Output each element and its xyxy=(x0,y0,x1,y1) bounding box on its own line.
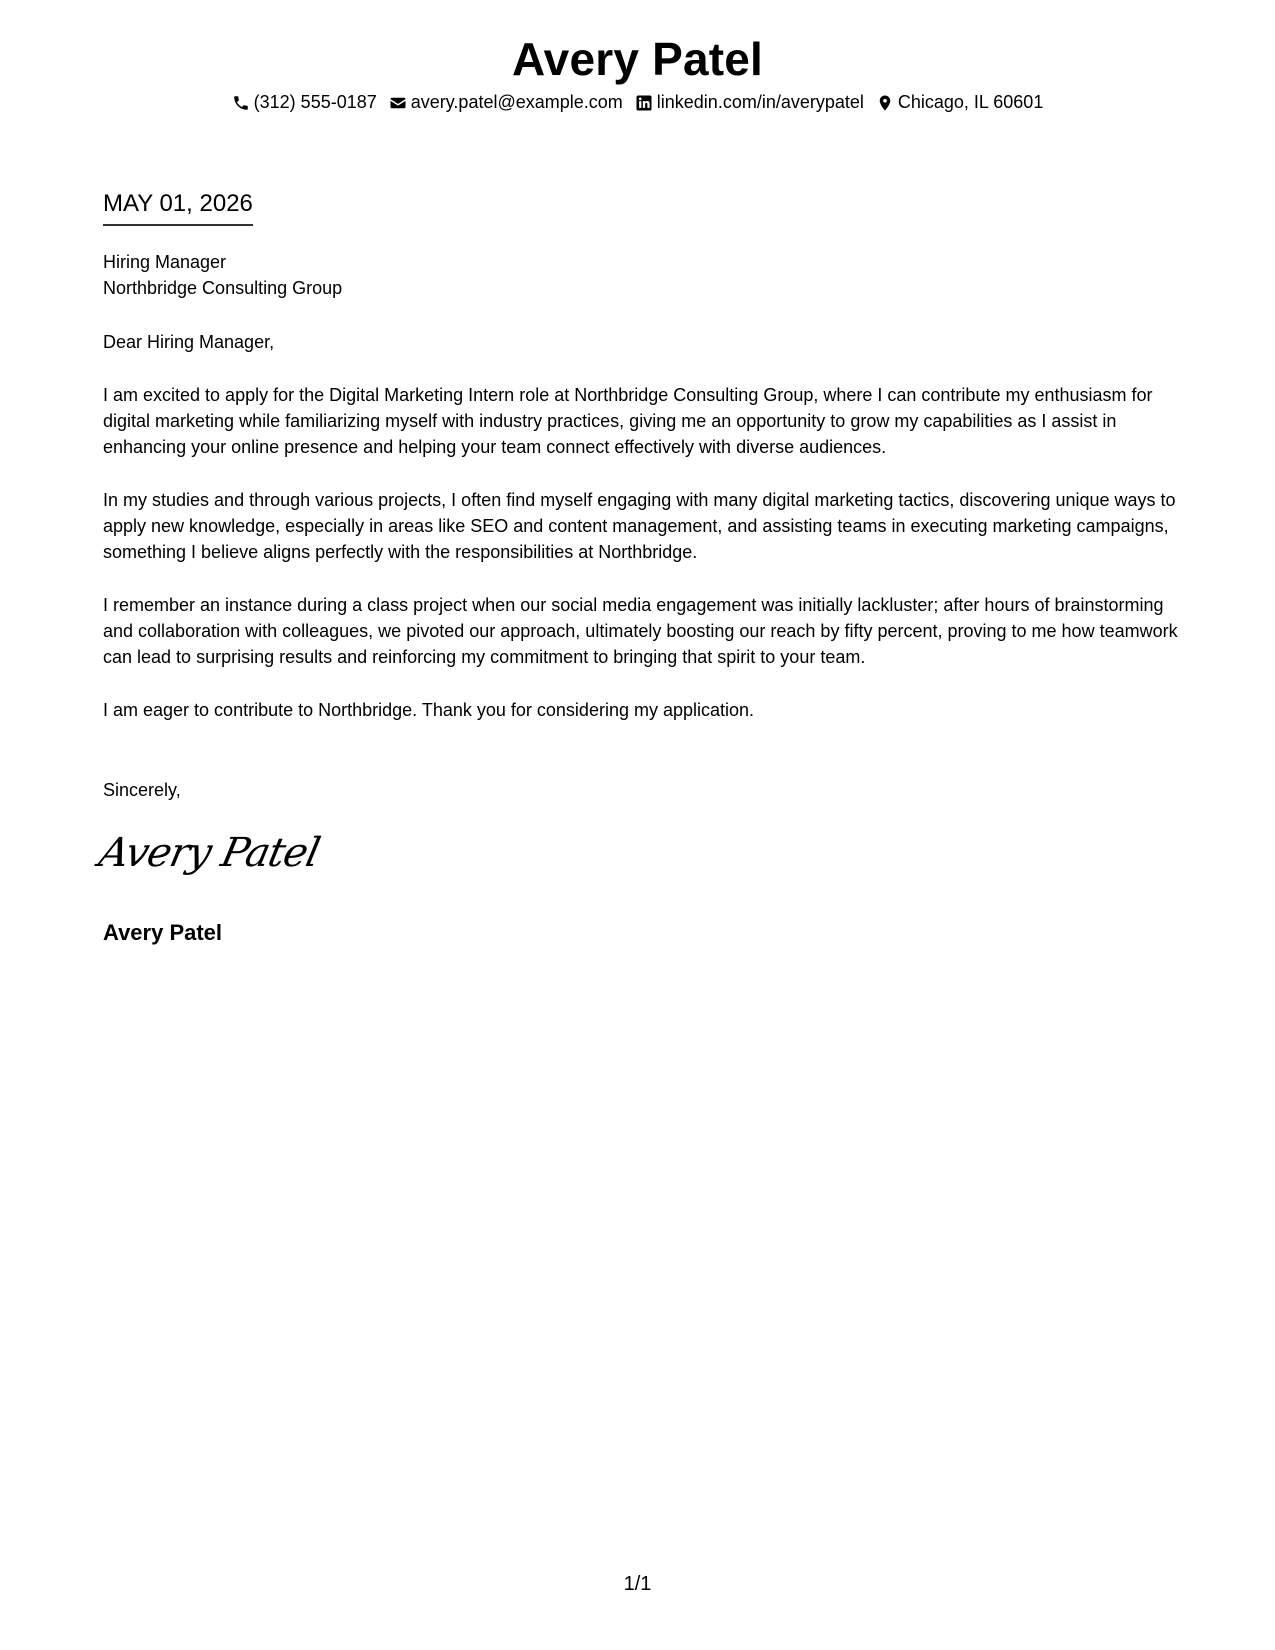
closing: Sincerely, xyxy=(103,780,181,800)
linkedin-text: linkedin.com/in/averypatel xyxy=(656,92,864,112)
applicant-name: Avery Patel xyxy=(511,33,764,85)
handwritten-signature: Avery Patel xyxy=(95,830,324,876)
salutation: Dear Hiring Manager, xyxy=(103,332,275,352)
phone-text: (312) 555-0187 xyxy=(253,92,377,112)
envelope-icon xyxy=(389,94,411,112)
contact-email xyxy=(389,92,623,113)
body-paragraph: I am eager to contribute to Northbridge. Thank you for considering my application. xyxy=(103,700,755,720)
contact-location xyxy=(876,92,1043,113)
phone-icon xyxy=(232,94,254,112)
recipient-block xyxy=(103,249,1183,301)
contact-linkedin xyxy=(635,92,864,113)
signer-name: Avery Patel xyxy=(103,920,223,945)
recipient-company: Northbridge Consulting Group xyxy=(103,278,343,298)
page-number: 1/1 xyxy=(623,1573,652,1595)
contact-info xyxy=(0,92,1275,113)
email-text: avery.patel@example.com xyxy=(410,92,623,112)
body-paragraph: I am excited to apply for the Digital Marketing Intern role at Northbridge Consulting Group, where I can contribute my enthusiasm for digital marketing while familiarizing myself with industry practices, giving me an opportunity to grow my capabilities as I assist in enhancing your online presence and helping your team connect effectively with diverse audiences. xyxy=(103,385,1153,457)
body-paragraph: In my studies and through various projects, I often find myself engaging with many digital marketing tactics, discovering unique ways to apply new knowledge, especially in areas like SEO and content management, and assisting teams in executing marketing campaigns, something I believe aligns perfectly with the responsibilities at Northbridge. xyxy=(103,490,1176,562)
contact-phone xyxy=(232,92,377,113)
map-pin-icon xyxy=(876,94,898,112)
recipient-title: Hiring Manager xyxy=(103,252,227,272)
linkedin-icon xyxy=(635,94,657,112)
location-text: Chicago, IL 60601 xyxy=(897,92,1044,112)
letter-date: MAY 01, 2026 xyxy=(103,190,253,226)
body-paragraph: I remember an instance during a class project when our social media engagement was initially lackluster; after hours of brainstorming and collaboration with colleagues, we pivoted our approach, ultimately boosting our reach by fifty percent, proving to me how teamwork can lead to surprising results and reinforcing my commitment to bringing that spirit to your team. xyxy=(103,595,1178,667)
